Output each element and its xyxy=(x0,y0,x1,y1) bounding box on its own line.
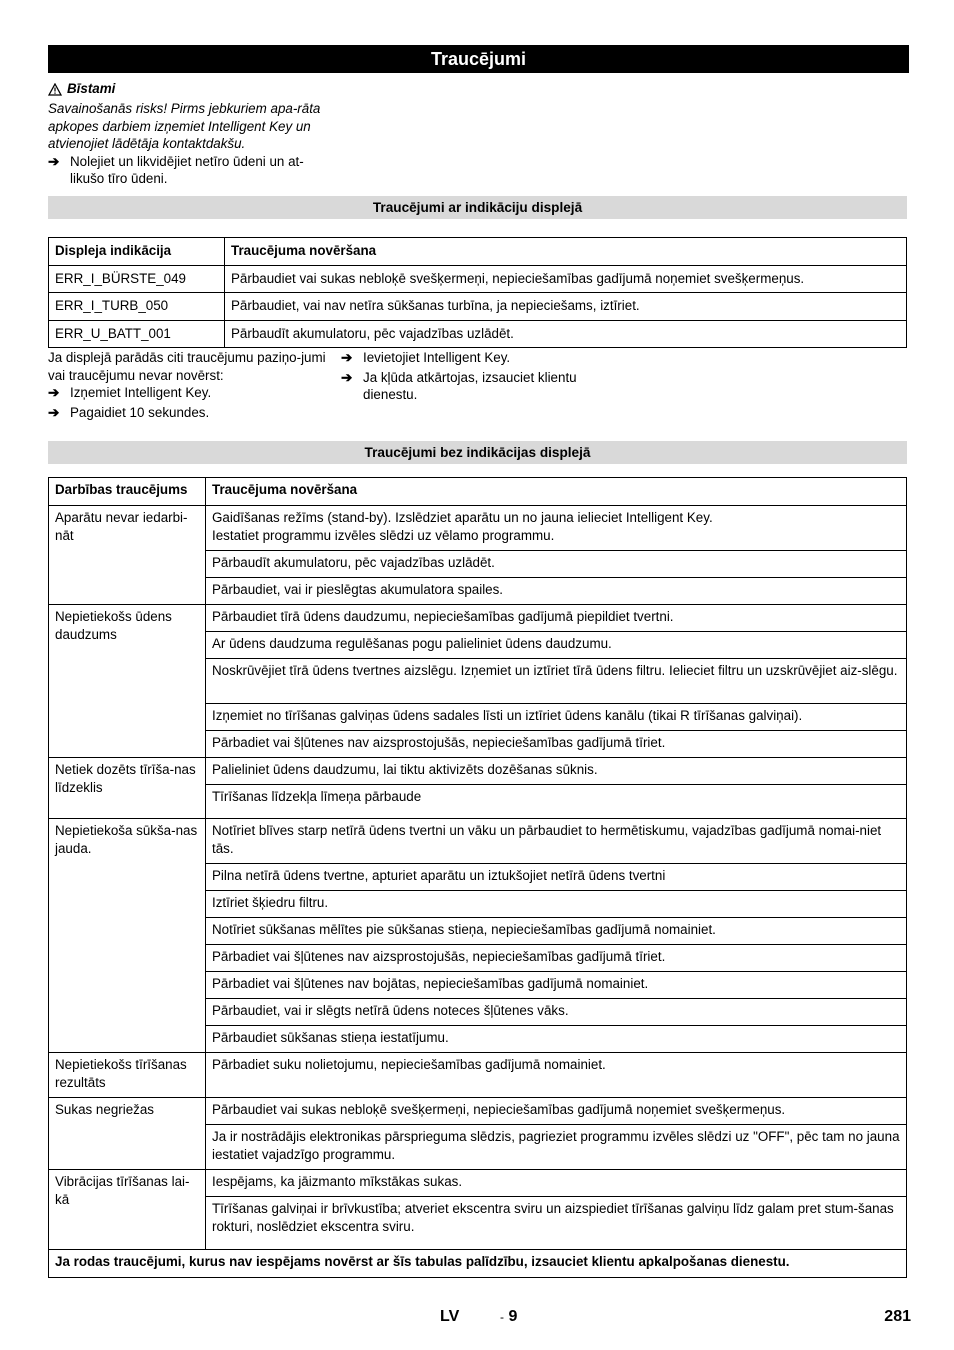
error-remedy: Pārbaudīt akumulatoru, pēc vajadzības uzlādēt. xyxy=(225,320,907,348)
remedy-cell: Izņemiet no tīrīšanas galviņas ūdens sadales līsti un iztīriet ūdens kanālu (tikai R tīrīšanas galviņai). xyxy=(206,704,907,731)
step-item xyxy=(341,369,611,404)
other-errors-steps xyxy=(341,349,611,404)
footer-page-number: 281 xyxy=(884,1308,911,1325)
footer-language: LV xyxy=(440,1308,460,1325)
warning-action xyxy=(48,153,328,188)
step-text: Ievietojiet Intelligent Key. xyxy=(363,350,511,365)
remedy-cell: Ar ūdens daudzuma regulēšanas pogu palieliniet ūdens daudzumu. xyxy=(206,632,907,659)
error-remedy: Pārbaudiet, vai nav netīra sūkšanas turbīna, ja nepieciešams, iztīriet. xyxy=(225,293,907,321)
remedy-cell: Iespējams, ka jāizmanto mīkstākas sukas. xyxy=(206,1170,907,1197)
table-row xyxy=(49,758,907,785)
step-item xyxy=(341,349,611,367)
warning-heading-text: Bīstami xyxy=(67,81,116,97)
footer-section-page xyxy=(500,1308,517,1327)
fault-cell: Aparātu nevar iedarbi-nāt xyxy=(49,506,206,605)
warning-action-text: Nolejiet un likvidējiet netīro ūdeni un at-likušo tīro ūdeni. xyxy=(70,153,304,187)
error-remedy: Pārbaudiet vai sukas nebloķē svešķermeņi, nepieciešamības gadījumā noņemiet svešķermeņus. xyxy=(225,265,907,293)
footer-note: Ja rodas traucējumi, kurus nav iespējams novērst ar šīs tabulas palīdzību, izsauciet klientu apkalpošanas dienestu. xyxy=(49,1250,907,1278)
remedy-cell: Pārbaudiet sūkšanas stieņa iestatījumu. xyxy=(206,1026,907,1053)
step-text: Ja kļūda atkārtojas, izsauciet klientu dienestu. xyxy=(363,369,577,403)
column-header: Darbības traucējums xyxy=(49,478,206,506)
arrow-right-icon: ➔ xyxy=(341,350,353,365)
remedy-cell: Notīriet blīves starp netīrā ūdens tvertni un vāku un pārbaudiet to hermētiskumu, vajadzības gadījumā nomai-niet tās. xyxy=(206,819,907,864)
page-title: Traucējumi xyxy=(48,45,909,73)
remedy-cell: Pārbaudiet tīrā ūdens daudzumu, nepieciešamības gadījumā piepildiet tvertni. xyxy=(206,605,907,632)
remedy-cell: Pārbadiet vai šļūtenes nav bojātas, nepieciešamības gadījumā nomainiet. xyxy=(206,972,907,999)
fault-cell: Nepietiekošs ūdens daudzums xyxy=(49,605,206,758)
column-header: Displeja indikācija xyxy=(49,238,225,266)
error-code: ERR_U_BATT_001 xyxy=(49,320,225,348)
column-header: Traucējuma novēršana xyxy=(206,478,907,506)
remedy-cell: Tīrīšanas līdzekļa līmeņa pārbaude xyxy=(206,785,907,819)
footer-section-page-number: 9 xyxy=(508,1308,518,1325)
fault-cell: Nepietiekošs tīrīšanas rezultāts xyxy=(49,1053,206,1098)
remedy-cell: Iztīriet šķiedru filtru. xyxy=(206,891,907,918)
fault-cell: Nepietiekoša sūkša-nas jauda. xyxy=(49,819,206,1053)
remedy-cell: Pārbaudiet vai sukas nebloķē svešķermeņi, nepieciešamības gadījumā noņemiet svešķermeņus. xyxy=(206,1098,907,1125)
table-row xyxy=(49,265,907,293)
step-text: Pagaidiet 10 sekundes. xyxy=(70,404,210,420)
remedy-cell: Pārbaudiet, vai ir pieslēgtas akumulatora spailes. xyxy=(206,578,907,605)
section-title-nondisplay-errors: Traucējumi bez indikācijas displejā xyxy=(48,441,907,464)
warning-text: Savainošanās risks! Pirms jebkuriem apa-rāta apkopes darbiem izņemiet Intelligent Key un atvienojiet lādētāja kontaktdakšu. xyxy=(48,101,321,152)
arrow-right-icon: ➔ xyxy=(341,369,353,385)
table-header-row xyxy=(49,238,907,266)
section-title-display-errors: Traucējumi ar indikāciju displejā xyxy=(48,196,907,219)
fault-cell: Netiek dozēts tīrīša-nas līdzeklis xyxy=(49,758,206,819)
arrow-right-icon: ➔ xyxy=(48,153,60,169)
remedy-cell: Notīriet sūkšanas mēlītes pie sūkšanas stieņa, nepieciešamības gadījumā nomainiet. xyxy=(206,918,907,945)
remedy-cell: Pārbadiet suku nolietojumu, nepieciešamības gadījumā nomainiet. xyxy=(206,1053,907,1098)
fault-cell: Sukas negriežas xyxy=(49,1098,206,1170)
table-row xyxy=(49,1170,907,1197)
nondisplay-errors-table xyxy=(48,477,907,1278)
remedy-cell: Gaidīšanas režīms (stand-by). Izslēdziet aparātu un no jauna ielieciet Intelligent Key. Iestatiet programmu izvēles slēdzi uz vēlamo programmu. xyxy=(206,506,907,551)
table-row xyxy=(49,320,907,348)
fault-cell: Vibrācijas tīrīšanas lai-kā xyxy=(49,1170,206,1250)
error-code: ERR_I_TURB_050 xyxy=(49,293,225,321)
table-footer-row xyxy=(49,1250,907,1278)
arrow-right-icon: ➔ xyxy=(48,404,60,420)
other-errors-notes xyxy=(48,349,333,421)
remedy-cell: Ja ir nostrādājis elektronikas pārsprieguma slēdzis, pagrieziet programmu izvēles slēdzi uz "OFF", pēc tam no jauna iestatiet vajadzīgo programmu. xyxy=(206,1125,907,1170)
remedy-cell: Pilna netīrā ūdens tvertne, apturiet aparātu un iztukšojiet netīrā ūdens tvertni xyxy=(206,864,907,891)
remedy-cell: Tīrīšanas galviņai ir brīvkustība; atveriet ekscentra sviru un aizspiediet tīrīšanas galviņu līdz galam pret stum-šanas rokturi, noslēdziet ekscentra sviru. xyxy=(206,1197,907,1250)
table-row xyxy=(49,1053,907,1098)
step-text: Izņemiet Intelligent Key. xyxy=(70,385,212,401)
table-row xyxy=(49,506,907,551)
table-row xyxy=(49,293,907,321)
warning-heading xyxy=(48,80,328,98)
table-header-row xyxy=(49,478,907,506)
remedy-cell: Pārbaudiet, vai ir slēgts netīrā ūdens noteces šļūtenes vāks. xyxy=(206,999,907,1026)
table-row xyxy=(49,605,907,632)
footer-dash: - xyxy=(500,1310,504,1324)
remedy-cell: Palieliniet ūdens daudzumu, lai tiktu aktivizēts dozēšanas sūknis. xyxy=(206,758,907,785)
remedy-cell: Pārbadiet vai šļūtenes nav aizsprostojušās, nepieciešamības gadījumā tīriet. xyxy=(206,731,907,758)
table-row xyxy=(49,819,907,864)
error-code: ERR_I_BÜRSTE_049 xyxy=(49,265,225,293)
step-item xyxy=(48,404,333,422)
warning-block xyxy=(48,80,328,188)
step-item xyxy=(48,384,333,402)
arrow-right-icon: ➔ xyxy=(48,385,60,401)
warning-triangle-icon xyxy=(48,83,62,96)
column-header: Traucējuma novēršana xyxy=(225,238,907,266)
remedy-cell: Noskrūvējiet tīrā ūdens tvertnes aizslēgu. Izņemiet un iztīriet tīrā ūdens filtru. Ielieciet filtru un uzskrūvējiet aiz-slēgu. xyxy=(206,659,907,704)
table-row xyxy=(49,1098,907,1125)
notes-intro: Ja displejā parādās citi traucējumu paziņo-jumi vai traucējumu nevar novērst: xyxy=(48,350,326,383)
display-errors-table xyxy=(48,237,907,348)
remedy-cell: Pārbaudīt akumulatoru, pēc vajadzības uzlādēt. xyxy=(206,551,907,578)
remedy-cell: Pārbadiet vai šļūtenes nav aizsprostojušās, nepieciešamības gadījumā tīriet. xyxy=(206,945,907,972)
